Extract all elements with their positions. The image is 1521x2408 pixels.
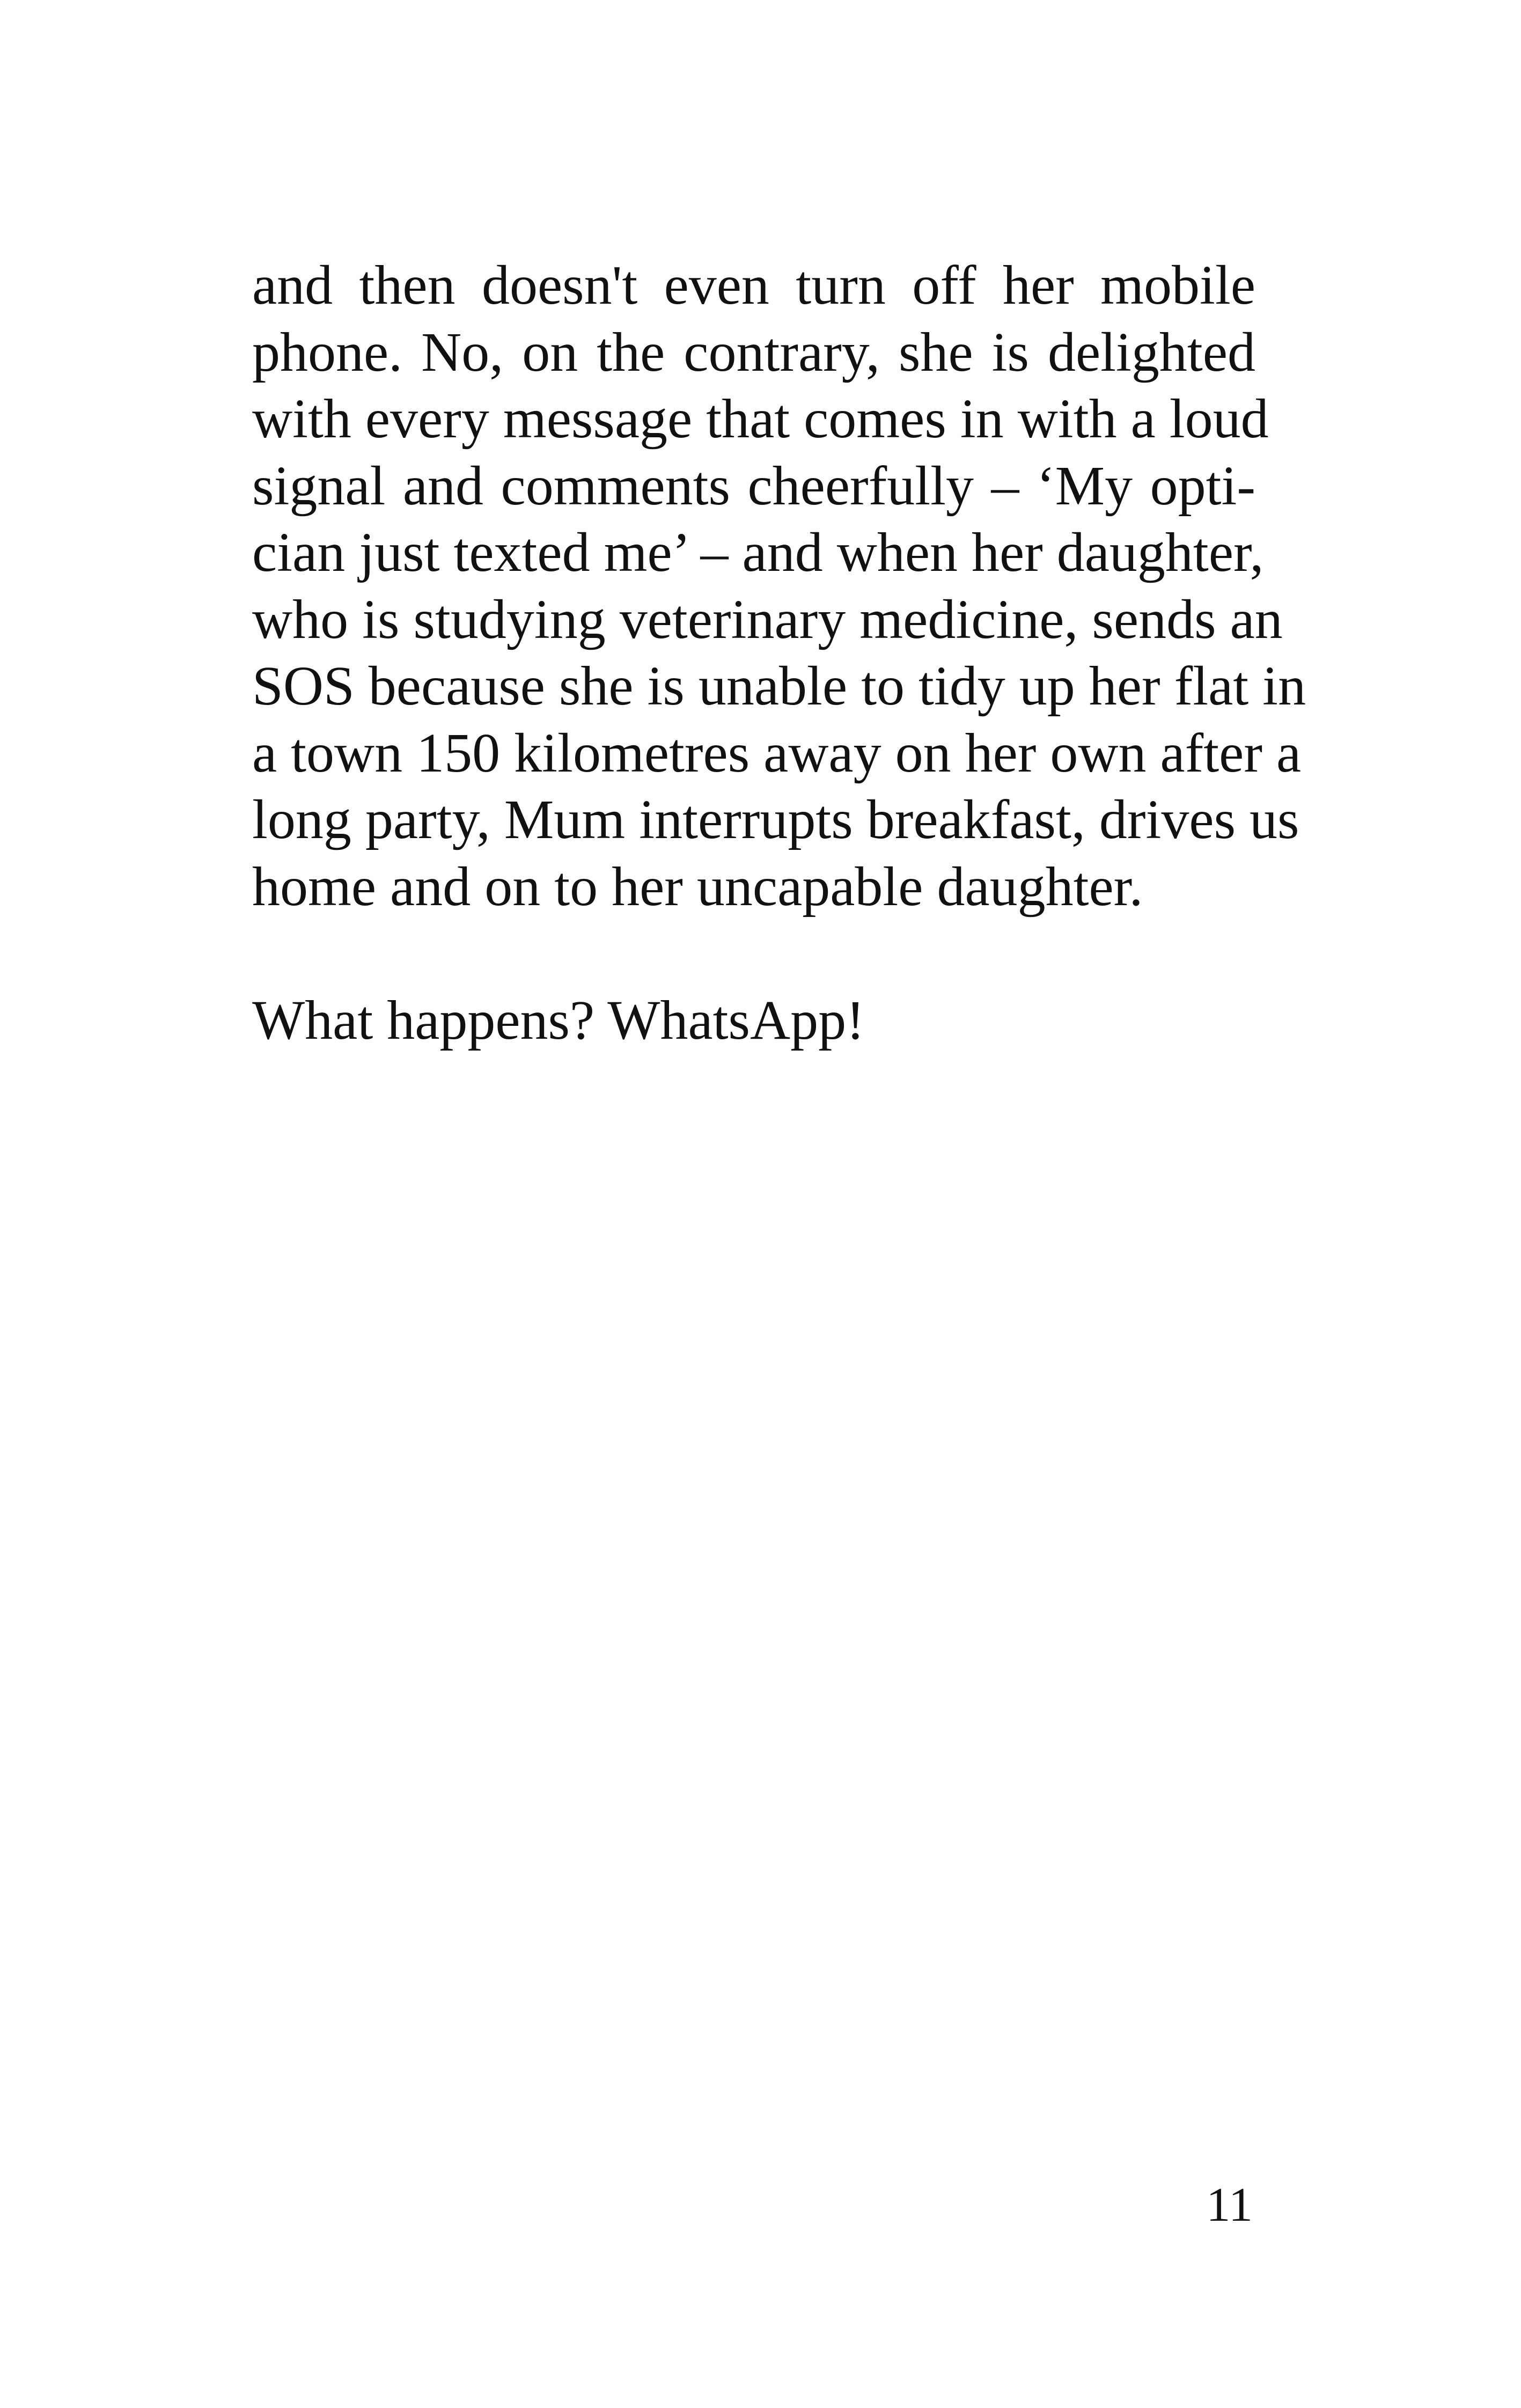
- text-line: SOS because she is unable to tidy up her flat in: [252, 655, 1306, 717]
- text-line: phone. No, on the contrary, she is delighted: [252, 321, 1255, 383]
- text-line: What happens? WhatsApp!: [252, 989, 865, 1051]
- text-line: signal and comments cheerfully – ‘My opti-: [252, 454, 1255, 517]
- text-line: long party, Mum interrupts breakfast, drives us: [252, 789, 1299, 850]
- text-line: who is studying veterinary medicine, sends an: [252, 588, 1283, 650]
- text-line: cian just texted me’ – and when her daughter,: [252, 522, 1264, 583]
- text-line: home and on to her uncapable daughter.: [252, 855, 1143, 917]
- paragraph: [252, 252, 1306, 920]
- text-line: and then doesn't even turn off her mobile: [252, 254, 1255, 316]
- body-text: [252, 252, 1306, 1054]
- text-line: a town 150 kilometres away on her own after a: [252, 722, 1302, 784]
- paragraph: [252, 987, 1255, 1054]
- text-line: with every message that comes in with a loud: [252, 388, 1269, 450]
- paragraph-gap: [252, 920, 1255, 987]
- page-number: 11: [1206, 2178, 1253, 2231]
